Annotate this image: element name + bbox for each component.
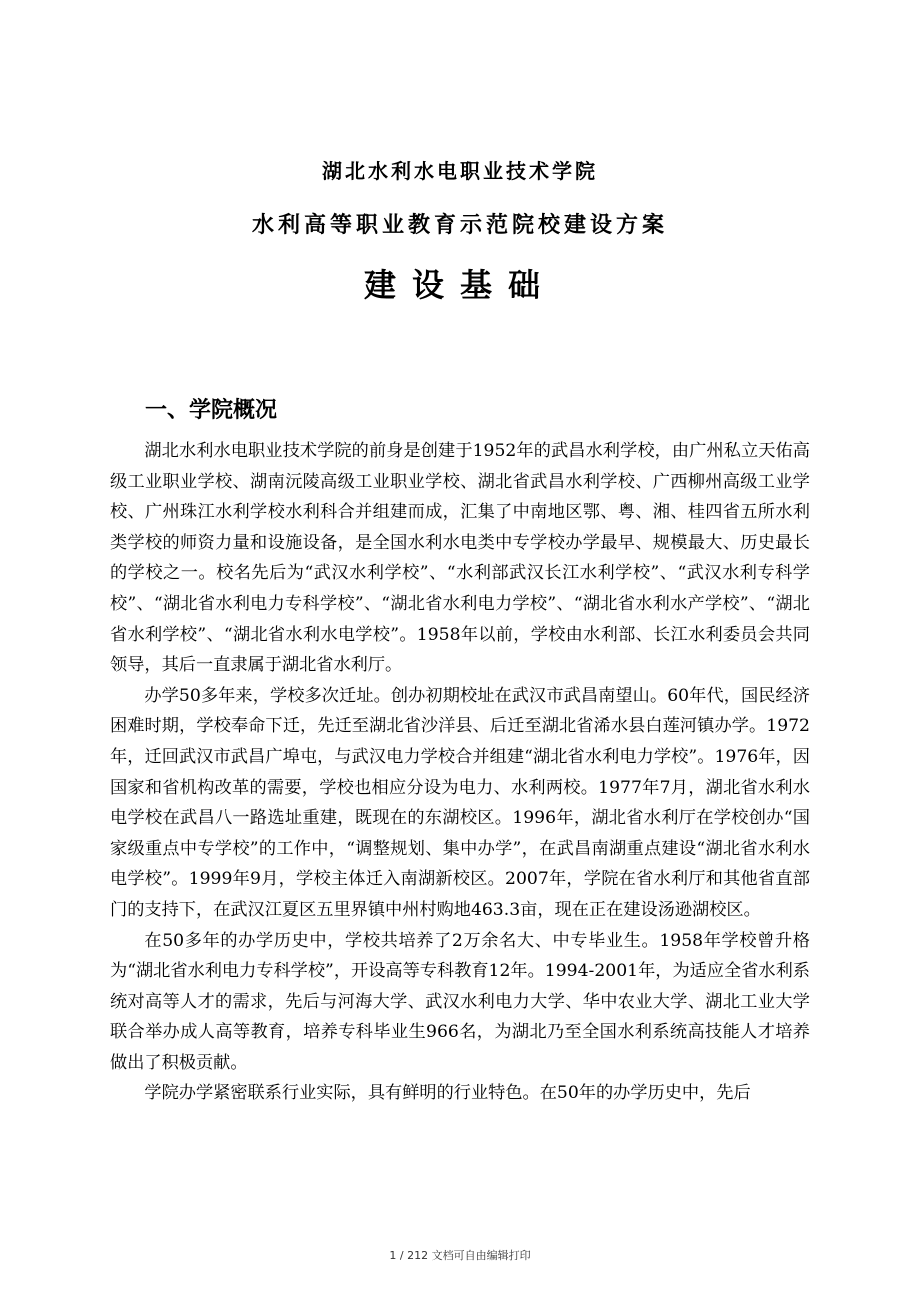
page-footer: 1 / 212 文档可自由编辑打印 (389, 1249, 531, 1262)
plan-title: 水利高等职业教育示范院校建设方案 (251, 213, 668, 238)
paragraph: 办学50多年来，学校多次迁址。创办初期校址在武汉市武昌南望山。60年代，国民经济困难时期，学校奉命下迁，先迁至湖北省沙洋县、后迁至湖北省浠水县白莲河镇办学。1972年，迁回武汉市武昌广埠屯，与武汉电力学校合并组建“湖北省水利电力学校”。1976年，因国家和省机构改革的需要，学校也相应分设为电力、水利两校。1977年7月，湖北省水利水电学校在武昌八一路选址重建，既现在的东湖校区。1996年，湖北省水利厅在学校创办“国家级重点中专学校”的工作中，“调整规划、集中办学”，在武昌南湖重点建设“湖北省水利水电学校”。1999年9月，学校主体迁入南湖新校区。2007年，学院在省水利厅和其他省直部门的支持下，在武汉江夏区五里界镇中州村购地463.3亩，现在正在建设汤逊湖校区。 (110, 685, 810, 920)
main-title: 建设基础 (363, 266, 556, 304)
body-text (110, 436, 810, 1109)
paragraph: 在50多年的办学历史中，学校共培养了2万余名大、中专毕业生。1958年学校曾升格为“湖北省水利电力专科学校”，开设高等专科教育12年。1994-2001年，为适应全省水利系统对高等人才的需求，先后与河海大学、武汉水利电力大学、华中农业大学、湖北工业大学联合举办成人高等教育，培养专科毕业生966名，为湖北乃至全国水利系统高技能人才培养做出了积极贡献。 (110, 930, 810, 1073)
paragraph: 学院办学紧密联系行业实际，具有鲜明的行业特色。在50年的办学历史中，先后 (144, 1083, 751, 1104)
school-title: 湖北水利水电职业技术学院 (322, 159, 598, 183)
section-heading: 一、学院概况 (145, 398, 278, 423)
paragraph: 湖北水利水电职业技术学院的前身是创建于1952年的武昌水利学校，由广州私立天佑高级工业职业学校、湖南沅陵高级工业职业学校、湖北省武昌水利学校、广西柳州高级工业学校、广州珠江水利学校水利科合并组建而成，汇集了中南地区鄂、粤、湘、桂四省五所水利类学校的师资力量和设施设备，是全国水利水电类中专学校办学最早、规模最大、历史最长的学校之一。校名先后为“武汉水利学校”、“水利部武汉长江水利学校”、“武汉水利专科学校”、“湖北省水利电力专科学校”、“湖北省水利电力学校”、“湖北省水利水产学校”、“湖北省水利学校”、“湖北省水利水电学校”。1958年以前，学校由水利部、长江水利委员会共同领导，其后一直隶属于湖北省水利厅。 (110, 441, 810, 676)
